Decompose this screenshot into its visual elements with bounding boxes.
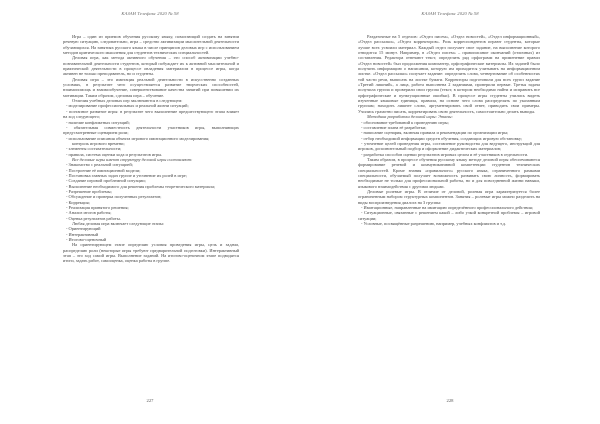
paragraph: - Реализация принятого решения; [66,205,129,210]
paragraph: Все деловые игры имеют структуру деловой игры составляют: [72,156,193,162]
paragraph: - Обсуждение и проверка полученных результатов; [66,194,162,200]
paragraph: - уточнение целей проведения игры, составление руководства для ведущего, инструкций для игроков, дополнительный подбор и оформление дидактических материалов; [358,140,540,152]
paragraph: - использование описания объекта игрового имитационного моделирования; [66,135,210,141]
running-header: КАЗАН Телефакс 2020 № 58 [421,11,479,16]
right-page [300,0,600,424]
paragraph: - Анализ итогов работы; [66,210,112,216]
paragraph: - написание сценария, включая правила и рекомендации по организации игры; [361,130,509,136]
paragraph: Деловая игра – это имитация реальной деятельности в искусственно созданных условиях, в результате чего осуществляется развитие творческих способностей, взаимопомощь и взаимообучение, совершенствование качества занятий при повышении их мотивации. Таким образом, сделовая игра – обучение. [63,76,239,98]
page-number: 228 [446,398,454,403]
paragraph: - Разрешение проблемы; [66,188,112,194]
paragraph: - наличие конфликтных ситуаций; [66,119,130,125]
paragraph: - правила, система оценки хода и результатов игры. [66,151,163,157]
left-page-body [63,34,239,264]
paragraph: - Итогово-оценочный [66,237,107,243]
paragraph: - моделирование профессиональных и реальной жизни ситуаций; [66,103,189,109]
paragraph: Игра – один из приемов обучения русскому языку, помогающий создать на занятии речевую ситуацию, следовательно, игра – средство активизации мыслительной деятельности обучающихся. На занятиях русского языка в числе принципов деловых игр с использованием методов критического мышления для студентов технических специальностей. [63,34,239,56]
paragraph: - поэтапное развитие игры: в результате чего выполнение предшествующего этапа влияет на ход следующего; [63,108,239,120]
running-header: КАЗАН Телефакс 2020 № 58 [121,11,179,16]
paragraph: - Коррекция; [66,199,90,205]
paragraph: - Условные, посвящённые разрешению, например, учебных конфликтов и т.д. [361,221,507,227]
paragraph: Деловые ролевые игры. В отличие от деловой, ролевая игра характеризуется более ограниченным набором структурных компонентов. Занятия – ролевые игры можно разделить на виды воспроизведения диалога на 3 группы: [358,188,540,205]
paragraph: - составление плана её разработки; [361,124,427,130]
paragraph: На ориентирующем этапе определяю условия проведения игры, цель и задачи, распределяю роли (некоторые игры требуют предварительной подготовки). Интерактивный этап – это ход самой игры. Выполнение заданий. На итогово-оценочном этапе подводятся итоги, задать работ, самооценка, оценка работы в группе. [63,242,239,264]
paragraph: - Знакомство с реальной ситуацией; [66,162,133,168]
right-page-body [358,34,540,226]
paragraph: - обоснование требований к проведению игры; [361,119,449,125]
paragraph: контроль игрового времени; [72,140,125,146]
paragraph: - Имитационные, направленные на имитацию определённого профессионального действия; [361,205,533,210]
paragraph: - Ситуационные, связанные с решением какой – либо узкой конкретной проблемы – игровой ситуации; [358,210,540,221]
paragraph: - элементы состязательности; [66,146,122,152]
paragraph: - Постановка главных задач группе и уточнение их ролей в игре; [66,172,187,178]
paragraph: - отбор необходимой информации средств обучения, создающих игровую обстановку; [361,135,523,141]
paragraph: - Выполнение необходимого для решения проблемы теоретического материала; [66,183,216,189]
paragraph: Отличия учебных деловых игр заключаются в следующем: [72,98,183,104]
paragraph: Раздаточные на 5 отделов: «Отдел писем», «Отдел новостей», «Отдел информационный», «Отдел рассылки», «Отдел корректоров». Роль корреспондентов играют студенты, которые лучше всех усвоили материал. Каждый отдел получает свое задание, на выполнение которого отводится 15 минут. Например, в «Отдел писем» – правописание окончаний (отличных) из составления. Редактора отвечают текст, определить ряд орфограмм на применение правил «Отдел новостей» был продолжения компьютер, орфографические материалы. Их задачей было получить информацию о написании, которую им приходится учитывать на информационном листке. «Отдел рассылки» получает задание: определить слова, четвертование об особенностях той части речи, выписать на листке бумаги. Корректоры подготовили для всех групп задание «Третий лишний», а лица, работа выполнена 2 заданиями, проверили первые. Третья задача получила группа и проверили свои группа (текст, в котором необходимо найти и исправить все орфографические и пунктуационные ошибки). В процессе игры студенты учились видеть изученные языковые единицы, правила, на основе чего слова распределять по указанным группам; находить лишнее слово, аргументировать свой ответ, приводить свои примеры. Учились грамотно писать, корректировать свою деятельность, самостоятельно делать выводы. [358,34,540,114]
paragraph: - разработка способов оценки результатов игровых целом и её участников в отдельности. [361,151,529,157]
paragraph: - обязательная совместность деятельности участников игры, выполняющих предусмотренные сценарием роли; [63,124,239,136]
paragraph: Деловая игра, как метода активного обучения – это способ активизации учебно-познавательной деятельности студентов, который побуждает их к активной мыслительной и практической деятельности в процессе овладения материалом в процессе игры, когда активен не только преподаватель, но и студенты. [63,55,239,77]
paragraph: - Интерактивный [66,231,99,237]
paragraph: Методика разработки деловой игры: Этапы: [367,114,453,120]
page-number: 227 [146,398,154,403]
paragraph: - Создание игровой проблемной ситуации; [66,178,146,184]
paragraph: Любая деловая игра включает следующие этапы: [72,221,165,227]
paragraph: - Оценка результатов работы. [66,215,121,221]
paragraph: Таким образом, в процессе обучения русскому языку методе деловой игры обеспечиваются формирование речевой и коммуникативной компетенции студентов технических специальностей. Кроме знания «правильного» русского языка, ограниченного рамками специальности, обучаемый получает возможность развивать свою личность, формировать необходимые не только для профессиональной работы, но и для повседневной жизни навыки, языкового взаимодействия с другими людьми. [358,156,540,189]
paragraph: - Ориентирующий [66,226,101,232]
paragraph: - Построение её имитационной модели; [66,167,141,173]
